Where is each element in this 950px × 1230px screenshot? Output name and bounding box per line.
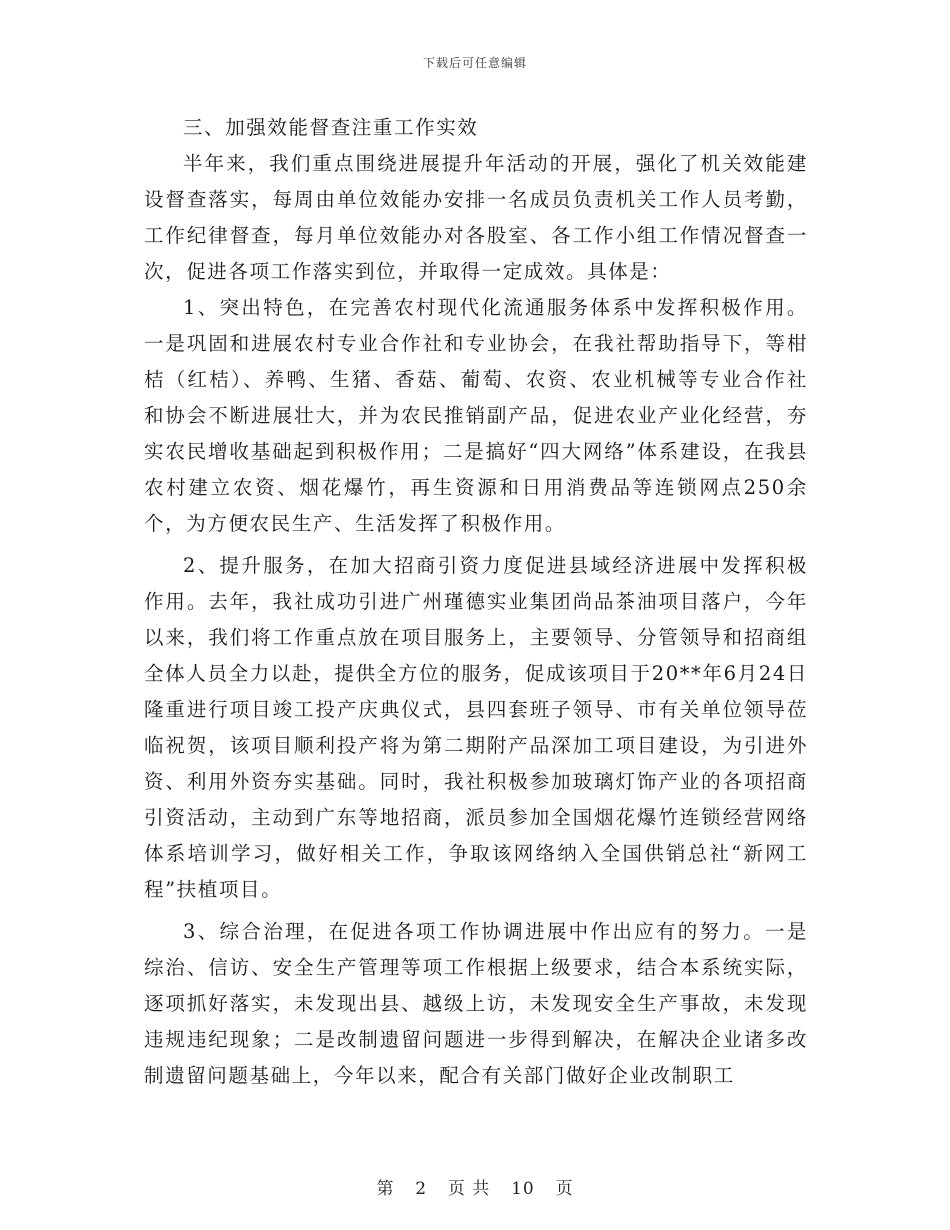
footer-suffix: 页 [555,1179,574,1199]
page-footer [0,1174,950,1199]
paragraph-item-2: 2、提升服务，在加大招商引资力度促进县域经济进展中发挥积极作用。去年，我社成功引进广州瑾德实业集团尚品茶油项目落户，今年以来，我们将工作重点放在项目服务上，主要领导、分管领导和招商组全体人员全力以赴，提供全方位的服务，促成该项目于20**年6月24日隆重进行项目竣工投产庆典仪式，县四套班子领导、市有关单位领导莅临祝贺，该项目顺利投产将为第二期附产品深加工项目建设，为引进外资、利用外资夯实基础。同时，我社积极参加玻璃灯饰产业的各项招商引资活动，主动到广东等地招商，派员参加全国烟花爆竹连锁经营网络体系培训学习，做好相关工作，争取该网络纳入全国供销总社“新网工程”扶植项目。 [144,554,808,901]
paragraph-intro: 半年来，我们重点围绕进展提升年活动的开展，强化了机关效能建设督查落实，每周由单位效能办安排一名成员负责机关工作人员考勤，工作纪律督查，每月单位效能办对各股室、各工作小组工作情况督查一次，促进各项工作落实到位，并取得一定成效。具体是： [144,152,808,283]
footer-prefix: 第 [376,1179,395,1199]
page-header: 下载后可任意编辑 [422,56,527,70]
document-body [144,110,808,1094]
total-pages-number: 10 [511,1179,535,1199]
footer-middle: 页 共 [447,1179,491,1199]
current-page-number: 2 [415,1179,428,1199]
section-heading: 三、加强效能督查注重工作实效 [183,116,479,139]
paragraph-item-3: 3、综合治理，在促进各项工作协调进展中作出应有的努力。一是综治、信访、安全生产管理等项工作根据上级要求，结合本系统实际，逐项抓好落实，未发现出县、越级上访，未发现安全生产事故，未发现违规违纪现象；二是改制遗留问题进一步得到解决，在解决企业诸多改制遗留问题基础上，今年以来，配合有关部门做好企业改制职工 [144,920,808,1087]
paragraph-item-1: 1、突出特色，在完善农村现代化流通服务体系中发挥积极作用。一是巩固和进展农村专业合作社和专业协会，在我社帮助指导下，等柑桔（红桔）、养鸭、生猪、香菇、葡萄、农资、农业机械等专业合作社和协会不断进展壮大，并为农民推销副产品，促进农业产业化经营，夯实农民增收基础起到积极作用；二是搞好“四大网络”体系建设，在我县农村建立农资、烟花爆竹，再生资源和日用消费品等连锁网点250余个，为方便农民生产、生活发挥了积极作用。 [144,296,808,535]
